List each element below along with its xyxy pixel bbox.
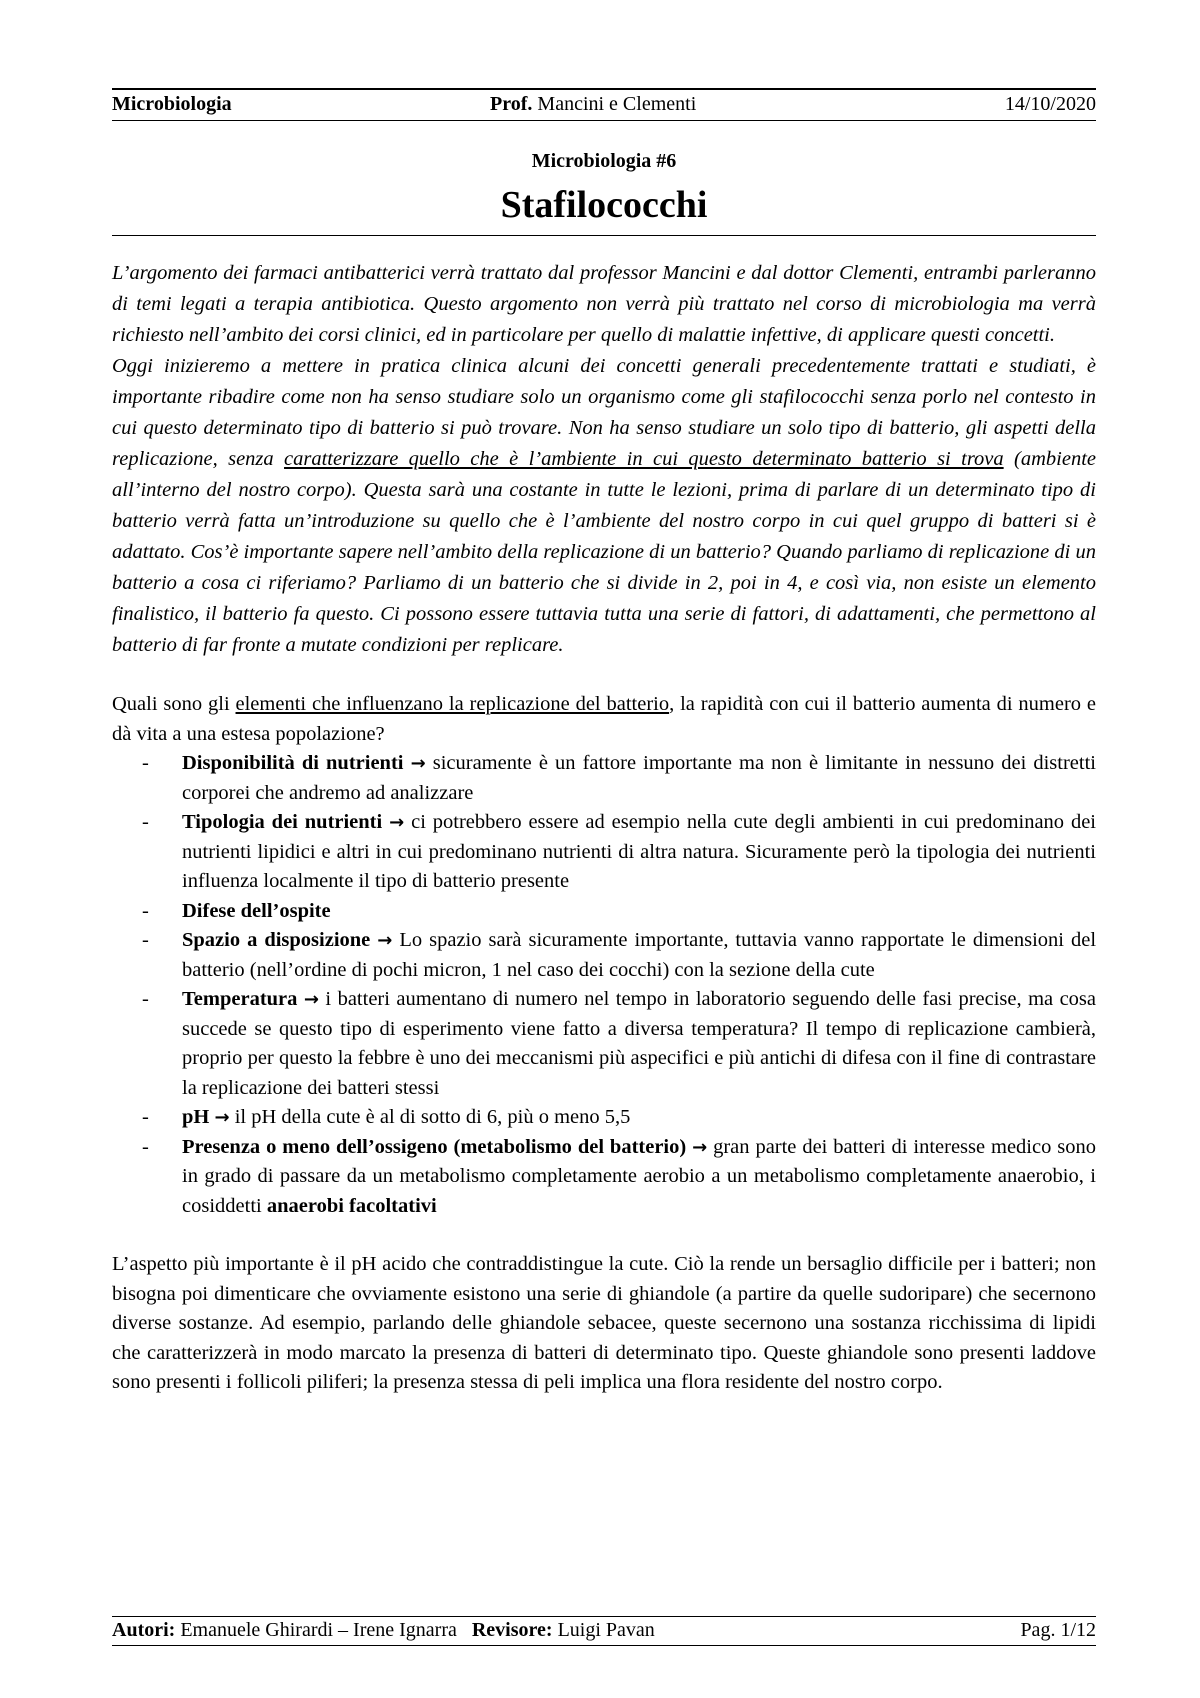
question-text-b: , la rapidità con cui il batterio aumenta di numero e dà vita a una estesa popolazione? xyxy=(112,693,1096,745)
reviewer-name: Luigi Pavan xyxy=(552,1619,655,1641)
header-professor-names: Mancini e Clementi xyxy=(537,93,697,115)
list-item xyxy=(112,808,1096,897)
list-dash: - xyxy=(142,811,149,833)
header-subject: Microbiologia xyxy=(112,93,232,115)
main-section xyxy=(112,690,1096,1398)
arrow-icon: → xyxy=(692,1136,708,1158)
factor-text: il pH della cute è al di sotto di 6, più o meno 5,5 xyxy=(229,1106,631,1128)
arrow-icon: → xyxy=(389,812,405,833)
authors-names: Emanuele Ghirardi – Irene Ignarra xyxy=(175,1619,457,1641)
intro-p2-underlined: caratterizzare quello che è l’ambiente in cui questo determinato batterio si trova xyxy=(284,448,1004,470)
reviewer-label: Revisore: xyxy=(471,1619,553,1641)
factor-term: Temperatura xyxy=(182,988,298,1010)
factor-term: Difese dell’ospite xyxy=(182,899,331,922)
question-paragraph xyxy=(112,690,1096,749)
list-dash: - xyxy=(142,988,149,1010)
factor-term: Disponibilità di nutrienti xyxy=(182,752,404,774)
factor-text: gran parte dei batteri di interesse medico sono in grado di passare da un metabolismo completamente aerobio a un metabolismo completamente anaerobio, i cosiddetti xyxy=(182,1135,1096,1217)
intro-section xyxy=(112,258,1096,661)
question-text-a: Quali sono gli xyxy=(112,693,236,715)
list-item xyxy=(112,1103,1096,1133)
closing-paragraph: L’aspetto più importante è il pH acido che contraddistingue la cute. Ciò la rende un bersaglio difficile per i batteri; non bisogna poi dimenticare che ovviamente esistono una serie di ghiandole (a partire da quelle sudoripare) che secernono diverse sostanze. Ad esempio, parlando delle ghiandole sebacee, queste secernono una sostanza ricchissima di lipidi che caratterizzerà in modo marcato la presenza di batteri di determinato tipo. Queste ghiandole sono presenti laddove sono presenti i follicoli piliferi; la presenza stessa di peli implica una flora residente del nostro corpo. xyxy=(112,1253,1096,1393)
intro-paragraph-1: L’argomento dei farmaci antibatterici verrà trattato dal professor Mancini e dal dottor Clementi, entrambi parleranno di temi legati a terapia antibiotica. Questo argomento non verrà più trattato nel corso di microbiologia ma verrà richiesto nell’ambito dei corsi clinici, ed in particolare per quello di malattie infettive, di applicare questi concetti. xyxy=(112,262,1096,346)
factor-text: i batteri aumentano di numero nel tempo in laboratorio seguendo delle fasi precise, ma cosa succede se questo tipo di esperimento viene fatto a diversa temperatura? Il tempo di replicazione cambierà, proprio per questo la febbre è uno dei meccanismi più aspecifici e più antichi di difesa con il fine di contrastare la replicazione dei batteri stessi xyxy=(182,988,1097,1099)
factor-text: ci potrebbero essere ad esempio nella cute degli ambienti in cui predominano dei nutrienti lipidici e altri in cui predominano nutrienti di altra natura. Sicuramente però la tipologia dei nutrienti influenza localmente il tipo di batterio presente xyxy=(182,811,1096,892)
factor-term: Presenza o meno dell’ossigeno (metabolismo del batterio) xyxy=(182,1135,687,1158)
document-page xyxy=(112,88,1096,1398)
page-number: Pag. 1/12 xyxy=(1020,1619,1096,1641)
factors-list xyxy=(112,749,1096,1221)
factor-bold-end: anaerobi facoltativi xyxy=(266,1194,437,1217)
page-footer xyxy=(112,1616,1096,1646)
question-underlined: elementi che influenzano la replicazione del batterio xyxy=(235,693,670,715)
list-dash: - xyxy=(142,1135,149,1158)
page-header xyxy=(112,88,1096,121)
factor-term: Spazio a disposizione xyxy=(182,929,371,951)
list-item xyxy=(112,749,1096,808)
arrow-icon: → xyxy=(214,1107,230,1128)
lesson-number: Microbiologia #6 xyxy=(531,150,677,172)
header-professor-label: Prof. xyxy=(490,93,533,115)
footer-credits xyxy=(112,1617,655,1643)
header-professors xyxy=(490,90,696,118)
list-dash: - xyxy=(142,1106,149,1128)
list-item xyxy=(112,926,1096,985)
factor-term: pH xyxy=(182,1106,210,1128)
factor-term: Tipologia dei nutrienti xyxy=(182,811,383,833)
list-item xyxy=(112,985,1096,1103)
arrow-icon: → xyxy=(410,753,426,774)
intro-p2-text-b: (ambiente all’interno del nostro corpo). Questa sarà una costante in tutte le lezioni, prima di parlare di un determinato tipo di batterio verrà fatta un’introduzione su quello che è l’ambiente del nostro corpo in cui quel gruppo di batteri si è adattato. Cos’è importante sapere nell’ambito della replicazione di un batterio? Quando parliamo di replicazione di un batterio a cosa ci riferiamo? Parliamo di un batterio che si divide in 2, poi in 4, e così via, non esiste un elemento finalistico, il batterio fa questo. Ci possono essere tuttavia tutta una serie di fattori, di adattamenti, che permettono al batterio di far fronte a mutate condizioni per replicare. xyxy=(112,448,1096,656)
list-item xyxy=(112,897,1096,927)
factor-text: Lo spazio sarà sicuramente importante, tuttavia vanno rapportate le dimensioni del batterio (nell’ordine di pochi micron, 1 nel caso dei cocchi) con la sezione della cute xyxy=(182,929,1097,981)
authors-label: Autori: xyxy=(112,1619,176,1641)
arrow-icon: → xyxy=(303,989,319,1010)
factor-text: sicuramente è un fattore importante ma non è limitante in nessuno dei distretti corporei che andremo ad analizzare xyxy=(182,752,1096,804)
list-dash: - xyxy=(142,899,149,922)
arrow-icon: → xyxy=(377,930,393,951)
header-date: 14/10/2020 xyxy=(1004,93,1096,115)
list-item xyxy=(112,1133,1096,1222)
intro-p2-text-a: Oggi inizieremo a mettere in pratica clinica alcuni dei concetti generali precedentemente trattati e studiati, è importante ribadire come non ha senso studiare solo un organismo come gli stafilococchi senza porlo nel contesto in cui questo determinato tipo di batterio si può trovare. Non ha senso studiare un solo tipo di batterio, gli aspetti della replicazione, senza xyxy=(112,355,1096,470)
intro-paragraph-2 xyxy=(112,351,1096,661)
page-title: Stafilococchi xyxy=(112,181,1096,236)
list-dash: - xyxy=(142,929,149,951)
list-dash: - xyxy=(142,752,149,774)
